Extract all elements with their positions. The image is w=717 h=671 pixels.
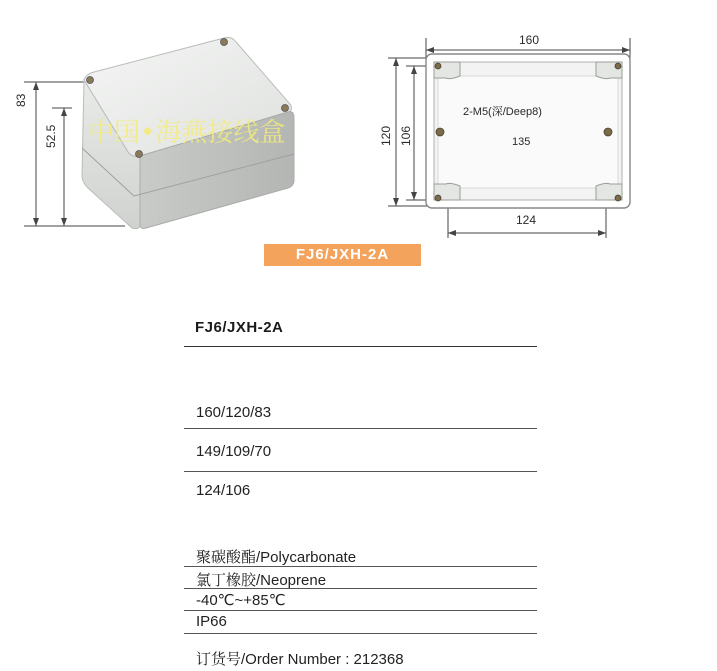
spec-model-title: FJ6/JXH-2A <box>195 319 284 336</box>
dim-width-text: 120 <box>379 125 393 146</box>
dim-body-height-label: 52.5 <box>44 124 58 148</box>
dim-inner-width-text: 106 <box>399 125 413 146</box>
dim-inner-width-label <box>399 126 413 146</box>
spec-divider <box>184 428 537 429</box>
model-badge: FJ6/JXH-2A <box>264 244 421 266</box>
spec-gasket: 氯丁橡胶/Neoprene <box>196 572 327 589</box>
dim-body-height <box>44 108 58 148</box>
spec-temperature: -40℃~+85℃ <box>196 592 286 609</box>
spec-protection: IP66 <box>196 613 227 630</box>
spec-divider <box>184 346 537 347</box>
dim-overall-height <box>14 77 28 107</box>
spec-mounting-dims: 124/106 <box>196 482 251 499</box>
spec-divider <box>184 588 537 589</box>
spec-internal-dims: 149/109/70 <box>196 443 272 460</box>
dim-hole-spacing-label: 135 <box>512 136 531 148</box>
dim-width-label <box>379 126 393 146</box>
spec-divider <box>184 566 537 567</box>
dim-overall-height-label: 83 <box>14 93 28 107</box>
spec-divider <box>184 633 537 634</box>
dim-bottom-spacing-label: 124 <box>516 213 537 227</box>
spec-divider <box>184 610 537 611</box>
screw-note-label: 2-M5(深/Deep8) <box>463 106 542 118</box>
spec-material: 聚碳酸酯/Polycarbonate <box>196 549 357 566</box>
dim-length-label: 160 <box>519 33 540 47</box>
spec-divider <box>184 471 537 472</box>
spec-order-number: 订货号/Order Number : 212368 <box>196 651 404 668</box>
spec-external-dims: 160/120/83 <box>196 404 272 421</box>
watermark-text: 中国•海燕接线盒 <box>88 118 286 148</box>
